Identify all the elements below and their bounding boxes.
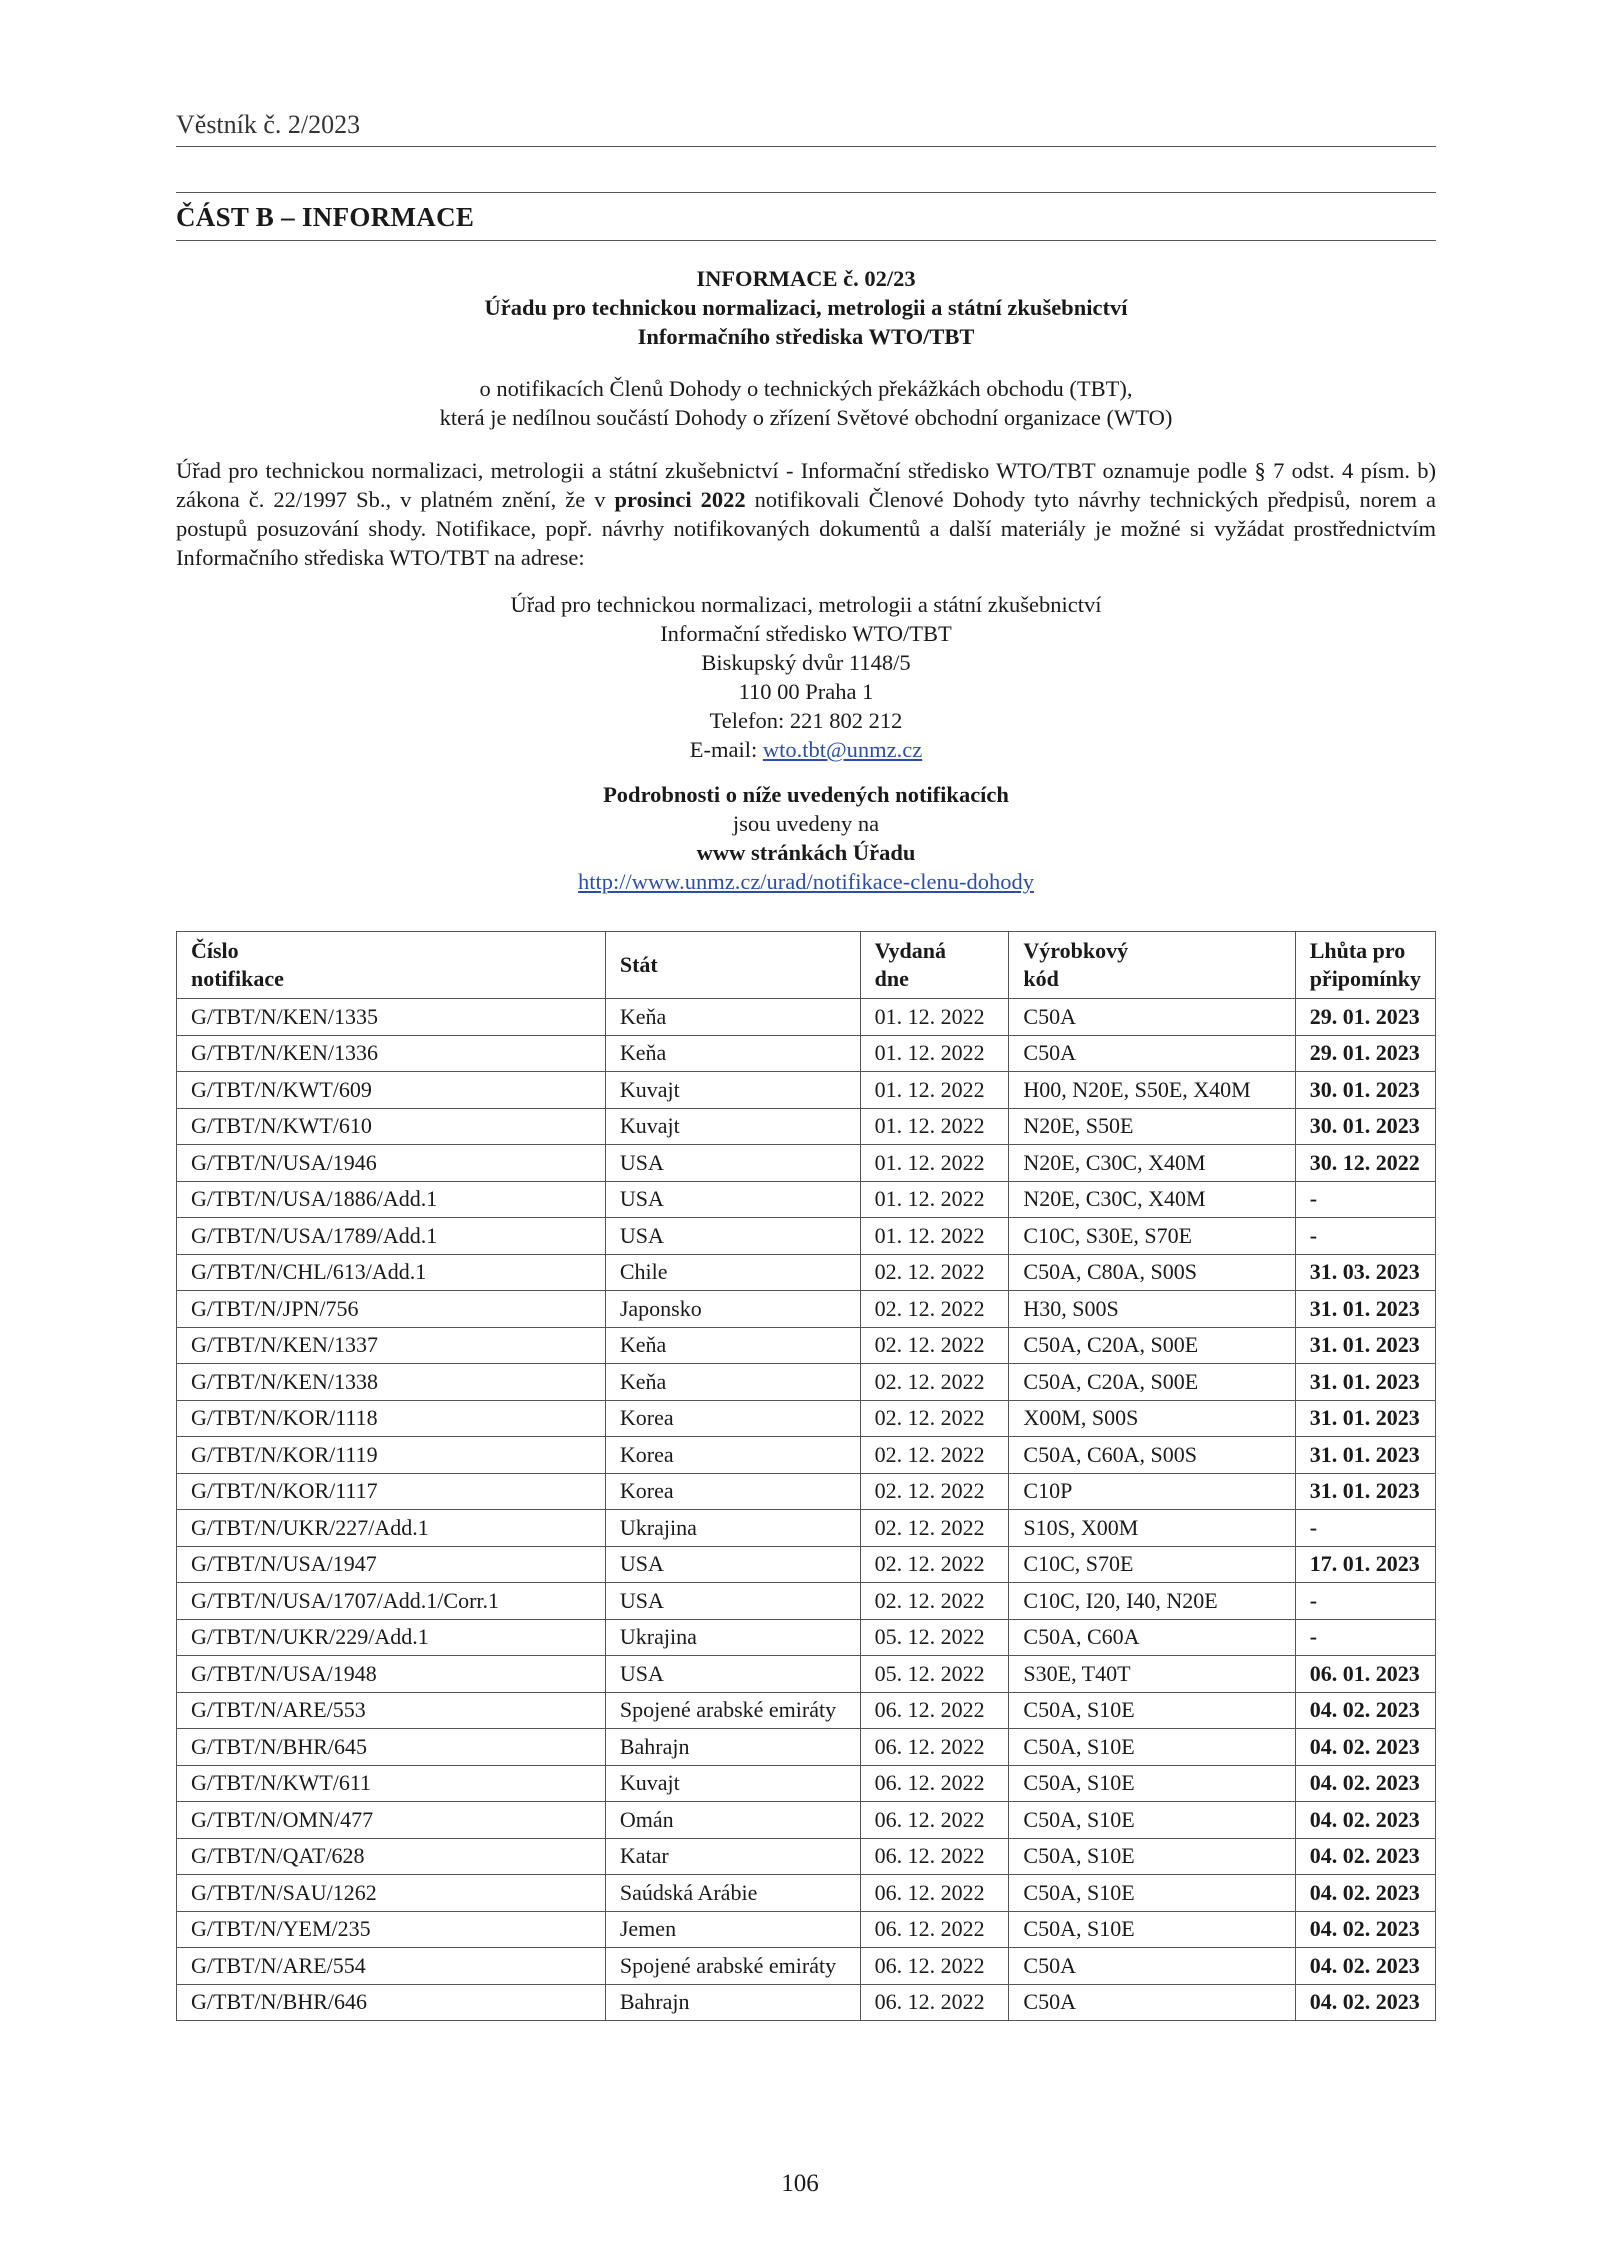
table-row bbox=[177, 1802, 1436, 1839]
cell-comment-deadline: 30. 12. 2022 bbox=[1295, 1145, 1435, 1182]
table-row bbox=[177, 1072, 1436, 1109]
table-row bbox=[177, 1875, 1436, 1912]
cell-product-code: S30E, T40T bbox=[1009, 1656, 1295, 1693]
address-line-4: 110 00 Praha 1 bbox=[738, 679, 874, 704]
cell-issued-date: 06. 12. 2022 bbox=[860, 1875, 1009, 1912]
header-comment-deadline: Lhůta pro připomínky bbox=[1295, 932, 1435, 999]
table-row bbox=[177, 1145, 1436, 1182]
cell-product-code: C50A, C60A bbox=[1009, 1619, 1295, 1656]
cell-state: Spojené arabské emiráty bbox=[605, 1948, 860, 1985]
cell-state: Bahrajn bbox=[605, 1729, 860, 1766]
cell-comment-deadline: 04. 02. 2023 bbox=[1295, 1838, 1435, 1875]
header-state: Stát bbox=[605, 932, 860, 999]
table-row bbox=[177, 1838, 1436, 1875]
cell-state: Ukrajina bbox=[605, 1510, 860, 1547]
cell-comment-deadline: 04. 02. 2023 bbox=[1295, 1765, 1435, 1802]
cell-state: Jemen bbox=[605, 1911, 860, 1948]
table-row bbox=[177, 1400, 1436, 1437]
cell-product-code: C50A, S10E bbox=[1009, 1692, 1295, 1729]
cell-notification-number: G/TBT/N/UKR/229/Add.1 bbox=[177, 1619, 606, 1656]
cell-notification-number: G/TBT/N/USA/1947 bbox=[177, 1546, 606, 1583]
cell-product-code: N20E, C30C, X40M bbox=[1009, 1145, 1295, 1182]
cell-issued-date: 02. 12. 2022 bbox=[860, 1546, 1009, 1583]
cell-state: Keňa bbox=[605, 1364, 860, 1401]
table-row bbox=[177, 1619, 1436, 1656]
cell-issued-date: 02. 12. 2022 bbox=[860, 1400, 1009, 1437]
cell-comment-deadline: 31. 01. 2023 bbox=[1295, 1437, 1435, 1474]
details-line-3: www stránkách Úřadu bbox=[696, 840, 916, 865]
cell-issued-date: 02. 12. 2022 bbox=[860, 1510, 1009, 1547]
cell-issued-date: 01. 12. 2022 bbox=[860, 1072, 1009, 1109]
table-row bbox=[177, 1656, 1436, 1693]
section-rule-top bbox=[176, 192, 1436, 193]
cell-product-code: S10S, X00M bbox=[1009, 1510, 1295, 1547]
cell-state: Ukrajina bbox=[605, 1619, 860, 1656]
cell-notification-number: G/TBT/N/KEN/1335 bbox=[177, 999, 606, 1036]
cell-product-code: C50A, S10E bbox=[1009, 1729, 1295, 1766]
heading-line-2: Úřadu pro technickou normalizaci, metrologii a státní zkušebnictví bbox=[484, 295, 1128, 320]
header-issued: Vydaná dne bbox=[860, 932, 1009, 999]
cell-state: Kuvajt bbox=[605, 1072, 860, 1109]
cell-issued-date: 06. 12. 2022 bbox=[860, 1911, 1009, 1948]
table-row bbox=[177, 1327, 1436, 1364]
cell-state: USA bbox=[605, 1656, 860, 1693]
details-url-link[interactable]: http://www.unmz.cz/urad/notifikace-clenu-dohody bbox=[578, 869, 1034, 894]
cell-state: USA bbox=[605, 1218, 860, 1255]
cell-notification-number: G/TBT/N/SAU/1262 bbox=[177, 1875, 606, 1912]
cell-state: Korea bbox=[605, 1473, 860, 1510]
section-title: ČÁST B – INFORMACE bbox=[176, 202, 475, 232]
section-rule-bottom bbox=[176, 240, 1436, 241]
cell-comment-deadline: 04. 02. 2023 bbox=[1295, 1729, 1435, 1766]
cell-notification-number: G/TBT/N/YEM/235 bbox=[177, 1911, 606, 1948]
information-heading bbox=[176, 264, 1436, 351]
cell-comment-deadline: - bbox=[1295, 1619, 1435, 1656]
cell-issued-date: 06. 12. 2022 bbox=[860, 1802, 1009, 1839]
table-row bbox=[177, 1984, 1436, 2021]
subheading-line-1: o notifikacích Členů Dohody o technických překážkách obchodu (TBT), bbox=[479, 376, 1133, 401]
cell-notification-number: G/TBT/N/USA/1789/Add.1 bbox=[177, 1218, 606, 1255]
cell-state: Korea bbox=[605, 1400, 860, 1437]
cell-notification-number: G/TBT/N/KOR/1118 bbox=[177, 1400, 606, 1437]
cell-notification-number: G/TBT/N/BHR/646 bbox=[177, 1984, 606, 2021]
cell-product-code: C50A bbox=[1009, 999, 1295, 1036]
cell-notification-number: G/TBT/N/OMN/477 bbox=[177, 1802, 606, 1839]
cell-notification-number: G/TBT/N/USA/1886/Add.1 bbox=[177, 1181, 606, 1218]
table-row bbox=[177, 1437, 1436, 1474]
table-header-row bbox=[177, 932, 1436, 999]
running-head: Věstník č. 2/2023 bbox=[176, 110, 361, 139]
cell-comment-deadline: 06. 01. 2023 bbox=[1295, 1656, 1435, 1693]
cell-issued-date: 02. 12. 2022 bbox=[860, 1327, 1009, 1364]
table-body bbox=[177, 999, 1436, 2021]
cell-comment-deadline: 30. 01. 2023 bbox=[1295, 1108, 1435, 1145]
cell-notification-number: G/TBT/N/UKR/227/Add.1 bbox=[177, 1510, 606, 1547]
table-row bbox=[177, 1546, 1436, 1583]
table-row bbox=[177, 1218, 1436, 1255]
table-row bbox=[177, 1035, 1436, 1072]
header-product-code: Výrobkový kód bbox=[1009, 932, 1295, 999]
cell-state: USA bbox=[605, 1181, 860, 1218]
cell-issued-date: 06. 12. 2022 bbox=[860, 1984, 1009, 2021]
cell-product-code: C50A bbox=[1009, 1948, 1295, 1985]
cell-state: USA bbox=[605, 1546, 860, 1583]
cell-issued-date: 01. 12. 2022 bbox=[860, 1108, 1009, 1145]
details-note bbox=[176, 780, 1436, 896]
cell-notification-number: G/TBT/N/ARE/553 bbox=[177, 1692, 606, 1729]
cell-issued-date: 02. 12. 2022 bbox=[860, 1254, 1009, 1291]
cell-issued-date: 01. 12. 2022 bbox=[860, 1035, 1009, 1072]
cell-comment-deadline: 31. 03. 2023 bbox=[1295, 1254, 1435, 1291]
cell-comment-deadline: 04. 02. 2023 bbox=[1295, 1875, 1435, 1912]
table-row bbox=[177, 1765, 1436, 1802]
table-row bbox=[177, 1364, 1436, 1401]
cell-notification-number: G/TBT/N/USA/1948 bbox=[177, 1656, 606, 1693]
cell-notification-number: G/TBT/N/CHL/613/Add.1 bbox=[177, 1254, 606, 1291]
cell-comment-deadline: 17. 01. 2023 bbox=[1295, 1546, 1435, 1583]
cell-issued-date: 02. 12. 2022 bbox=[860, 1364, 1009, 1401]
cell-state: Spojené arabské emiráty bbox=[605, 1692, 860, 1729]
cell-comment-deadline: 29. 01. 2023 bbox=[1295, 1035, 1435, 1072]
cell-product-code: H00, N20E, S50E, X40M bbox=[1009, 1072, 1295, 1109]
cell-comment-deadline: 04. 02. 2023 bbox=[1295, 1802, 1435, 1839]
cell-issued-date: 05. 12. 2022 bbox=[860, 1656, 1009, 1693]
cell-issued-date: 02. 12. 2022 bbox=[860, 1437, 1009, 1474]
cell-state: Keňa bbox=[605, 1035, 860, 1072]
heading-line-3: Informačního střediska WTO/TBT bbox=[637, 324, 975, 349]
cell-product-code: H30, S00S bbox=[1009, 1291, 1295, 1328]
cell-issued-date: 06. 12. 2022 bbox=[860, 1729, 1009, 1766]
cell-comment-deadline: 04. 02. 2023 bbox=[1295, 1911, 1435, 1948]
cell-notification-number: G/TBT/N/USA/1707/Add.1/Corr.1 bbox=[177, 1583, 606, 1620]
cell-issued-date: 06. 12. 2022 bbox=[860, 1765, 1009, 1802]
page-number: 106 bbox=[781, 2170, 819, 2197]
cell-comment-deadline: - bbox=[1295, 1583, 1435, 1620]
cell-state: Kuvajt bbox=[605, 1108, 860, 1145]
cell-product-code: C10C, I20, I40, N20E bbox=[1009, 1583, 1295, 1620]
cell-state: Chile bbox=[605, 1254, 860, 1291]
table-row bbox=[177, 1729, 1436, 1766]
header-rule bbox=[176, 146, 1436, 147]
cell-comment-deadline: 04. 02. 2023 bbox=[1295, 1984, 1435, 2021]
cell-notification-number: G/TBT/N/KWT/610 bbox=[177, 1108, 606, 1145]
cell-state: Keňa bbox=[605, 1327, 860, 1364]
cell-issued-date: 02. 12. 2022 bbox=[860, 1473, 1009, 1510]
cell-issued-date: 06. 12. 2022 bbox=[860, 1838, 1009, 1875]
address-line-1: Úřad pro technickou normalizaci, metrologii a státní zkušebnictví bbox=[510, 592, 1102, 617]
table-row bbox=[177, 1108, 1436, 1145]
cell-state: Omán bbox=[605, 1802, 860, 1839]
cell-notification-number: G/TBT/N/KEN/1337 bbox=[177, 1327, 606, 1364]
cell-product-code: C50A, C60A, S00S bbox=[1009, 1437, 1295, 1474]
table-row bbox=[177, 1911, 1436, 1948]
cell-state: Saúdská Arábie bbox=[605, 1875, 860, 1912]
cell-notification-number: G/TBT/N/USA/1946 bbox=[177, 1145, 606, 1182]
table-row bbox=[177, 1181, 1436, 1218]
cell-product-code: C50A, S10E bbox=[1009, 1765, 1295, 1802]
table-row bbox=[177, 999, 1436, 1036]
header-notification-number: Číslo notifikace bbox=[177, 932, 606, 999]
address-phone: Telefon: 221 802 212 bbox=[709, 708, 903, 733]
cell-notification-number: G/TBT/N/JPN/756 bbox=[177, 1291, 606, 1328]
cell-product-code: C50A, S10E bbox=[1009, 1911, 1295, 1948]
cell-comment-deadline: 31. 01. 2023 bbox=[1295, 1473, 1435, 1510]
cell-product-code: C50A, C20A, S00E bbox=[1009, 1327, 1295, 1364]
cell-product-code: C50A, C20A, S00E bbox=[1009, 1364, 1295, 1401]
cell-issued-date: 01. 12. 2022 bbox=[860, 999, 1009, 1036]
cell-comment-deadline: 04. 02. 2023 bbox=[1295, 1692, 1435, 1729]
cell-issued-date: 02. 12. 2022 bbox=[860, 1583, 1009, 1620]
address-line-2: Informační středisko WTO/TBT bbox=[660, 621, 952, 646]
cell-issued-date: 01. 12. 2022 bbox=[860, 1181, 1009, 1218]
cell-comment-deadline: - bbox=[1295, 1510, 1435, 1547]
cell-notification-number: G/TBT/N/KOR/1117 bbox=[177, 1473, 606, 1510]
cell-issued-date: 06. 12. 2022 bbox=[860, 1692, 1009, 1729]
notifications-table bbox=[176, 931, 1436, 2021]
cell-issued-date: 06. 12. 2022 bbox=[860, 1948, 1009, 1985]
table-row bbox=[177, 1692, 1436, 1729]
cell-notification-number: G/TBT/N/KEN/1336 bbox=[177, 1035, 606, 1072]
cell-product-code: X00M, S00S bbox=[1009, 1400, 1295, 1437]
cell-state: Kuvajt bbox=[605, 1765, 860, 1802]
details-line-1: Podrobnosti o níže uvedených notifikacích bbox=[603, 782, 1009, 807]
cell-state: USA bbox=[605, 1583, 860, 1620]
email-label: E-mail: bbox=[689, 737, 763, 762]
table-row bbox=[177, 1291, 1436, 1328]
table-row bbox=[177, 1473, 1436, 1510]
intro-text-1: Úřad pro technickou normalizaci, metrologii a státní zkušebnictví - Informační středisko WTO/TBT oznamuje podle § 7 odst. 4 písm. b) zákona č. 22/1997 Sb., v platném znění, že v bbox=[176, 458, 1436, 512]
cell-notification-number: G/TBT/N/KWT/609 bbox=[177, 1072, 606, 1109]
cell-product-code: C10C, S70E bbox=[1009, 1546, 1295, 1583]
subheading-line-2: která je nedílnou součástí Dohody o zřízení Světové obchodní organizace (WTO) bbox=[439, 405, 1173, 430]
cell-comment-deadline: 30. 01. 2023 bbox=[1295, 1072, 1435, 1109]
cell-state: Korea bbox=[605, 1437, 860, 1474]
cell-notification-number: G/TBT/N/KWT/611 bbox=[177, 1765, 606, 1802]
cell-product-code: C50A bbox=[1009, 1035, 1295, 1072]
cell-notification-number: G/TBT/N/KEN/1338 bbox=[177, 1364, 606, 1401]
cell-comment-deadline: - bbox=[1295, 1181, 1435, 1218]
cell-comment-deadline: 31. 01. 2023 bbox=[1295, 1291, 1435, 1328]
table-row bbox=[177, 1510, 1436, 1547]
email-link[interactable]: wto.tbt@unmz.cz bbox=[762, 737, 923, 762]
cell-product-code: C50A, S10E bbox=[1009, 1875, 1295, 1912]
cell-product-code: C10P bbox=[1009, 1473, 1295, 1510]
cell-product-code: C50A, S10E bbox=[1009, 1802, 1295, 1839]
cell-comment-deadline: 04. 02. 2023 bbox=[1295, 1948, 1435, 1985]
table-row bbox=[177, 1254, 1436, 1291]
table-row bbox=[177, 1948, 1436, 1985]
cell-product-code: C50A, S10E bbox=[1009, 1838, 1295, 1875]
cell-notification-number: G/TBT/N/BHR/645 bbox=[177, 1729, 606, 1766]
cell-notification-number: G/TBT/N/KOR/1119 bbox=[177, 1437, 606, 1474]
cell-comment-deadline: 31. 01. 2023 bbox=[1295, 1364, 1435, 1401]
table-row bbox=[177, 1583, 1436, 1620]
cell-product-code: N20E, C30C, X40M bbox=[1009, 1181, 1295, 1218]
office-address bbox=[176, 590, 1436, 764]
cell-product-code: C50A bbox=[1009, 1984, 1295, 2021]
address-email-line bbox=[176, 735, 1436, 764]
cell-product-code: N20E, S50E bbox=[1009, 1108, 1295, 1145]
cell-product-code: C50A, C80A, S00S bbox=[1009, 1254, 1295, 1291]
intro-paragraph bbox=[176, 456, 1436, 572]
cell-state: Bahrajn bbox=[605, 1984, 860, 2021]
cell-comment-deadline: 31. 01. 2023 bbox=[1295, 1327, 1435, 1364]
cell-state: USA bbox=[605, 1145, 860, 1182]
cell-issued-date: 02. 12. 2022 bbox=[860, 1291, 1009, 1328]
information-subheading bbox=[176, 374, 1436, 432]
cell-notification-number: G/TBT/N/QAT/628 bbox=[177, 1838, 606, 1875]
cell-product-code: C10C, S30E, S70E bbox=[1009, 1218, 1295, 1255]
address-line-3: Biskupský dvůr 1148/5 bbox=[701, 650, 911, 675]
cell-state: Katar bbox=[605, 1838, 860, 1875]
intro-period: prosinci 2022 bbox=[614, 487, 746, 512]
intro-text-2: notifikovali Členové Dohody tyto návrhy technických předpisů, norem a postupů posuzování shody. Notifikace, popř. návrhy notifikovaných dokumentů a další materiály je možné si vyžádat prostřednictvím Informačního střediska WTO/TBT na adrese: bbox=[176, 487, 1436, 570]
heading-line-1: INFORMACE č. 02/23 bbox=[696, 266, 916, 291]
cell-issued-date: 05. 12. 2022 bbox=[860, 1619, 1009, 1656]
cell-comment-deadline: - bbox=[1295, 1218, 1435, 1255]
details-line-2: jsou uvedeny na bbox=[732, 811, 880, 836]
cell-comment-deadline: 31. 01. 2023 bbox=[1295, 1400, 1435, 1437]
cell-comment-deadline: 29. 01. 2023 bbox=[1295, 999, 1435, 1036]
cell-issued-date: 01. 12. 2022 bbox=[860, 1145, 1009, 1182]
cell-state: Keňa bbox=[605, 999, 860, 1036]
cell-state: Japonsko bbox=[605, 1291, 860, 1328]
cell-notification-number: G/TBT/N/ARE/554 bbox=[177, 1948, 606, 1985]
cell-issued-date: 01. 12. 2022 bbox=[860, 1218, 1009, 1255]
